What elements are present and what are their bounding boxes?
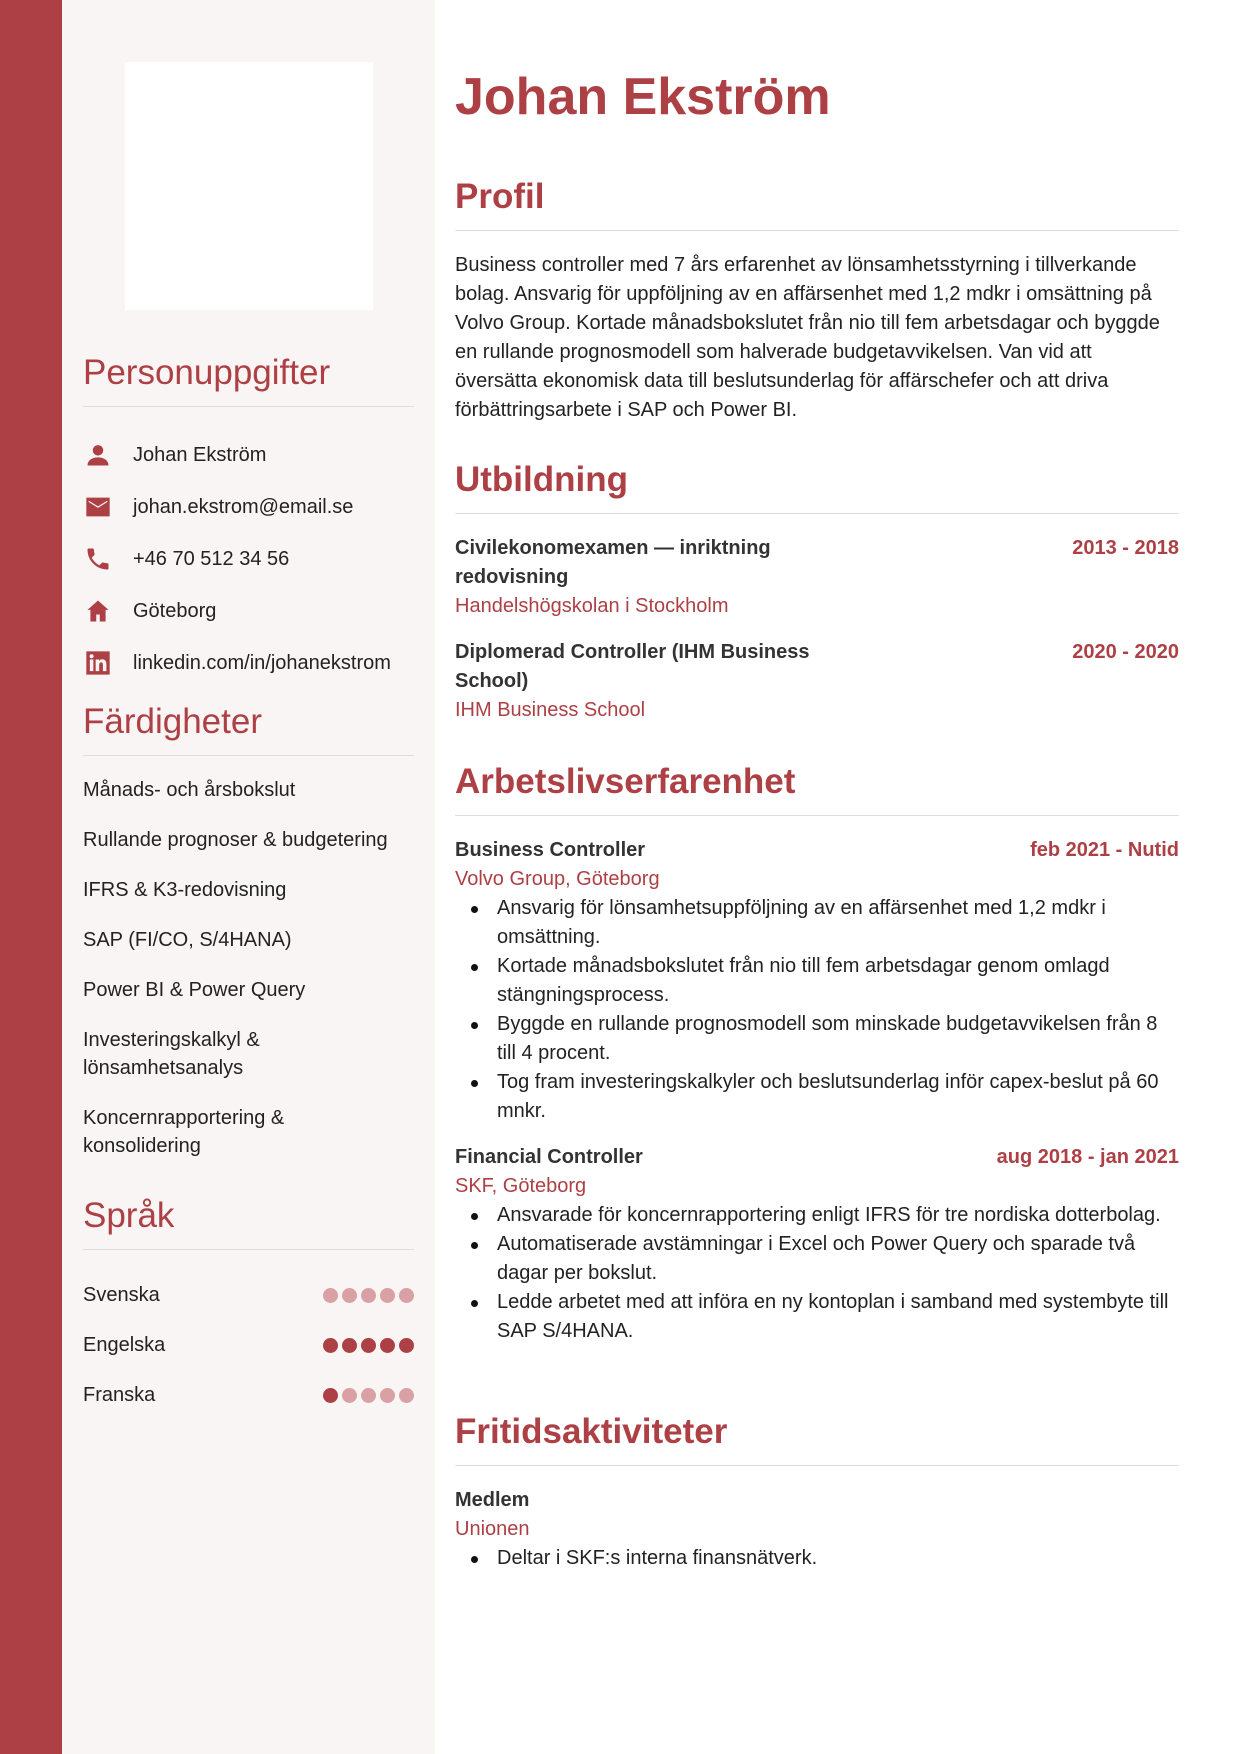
contact-list bbox=[83, 429, 414, 689]
education-school: Handelshögskolan i Stockholm bbox=[455, 595, 729, 617]
level-dot-filled bbox=[323, 1388, 338, 1403]
experience-section bbox=[455, 761, 1179, 1346]
skill-item: SAP (FI/CO, S/4HANA) bbox=[83, 929, 292, 951]
level-dot-empty bbox=[399, 1388, 414, 1403]
contact-row-name bbox=[83, 429, 414, 481]
leisure-title: Fritidsaktiviteter bbox=[455, 1411, 1179, 1466]
language-name: Svenska bbox=[83, 1283, 160, 1306]
level-dot-empty bbox=[361, 1388, 376, 1403]
linkedin-icon bbox=[83, 648, 113, 678]
leisure-role: Medlem bbox=[455, 1489, 530, 1511]
level-dot-empty bbox=[361, 1288, 376, 1303]
level-dot-filled bbox=[342, 1338, 357, 1353]
language-level-dots bbox=[323, 1288, 414, 1303]
leisure-section bbox=[455, 1411, 1179, 1573]
leisure-org: Unionen bbox=[455, 1518, 530, 1540]
job-company: Volvo Group, Göteborg bbox=[455, 868, 660, 890]
languages-title: Språk bbox=[83, 1195, 414, 1250]
bullet-item: Ledde arbetet med att införa en ny kontoplan i samband med systembyte till SAP S/4HANA. bbox=[497, 1288, 1179, 1346]
job-bullets bbox=[455, 894, 1179, 1126]
contact-row-email bbox=[83, 481, 414, 533]
contact-row-phone bbox=[83, 533, 414, 585]
contact-name: Johan Ekström bbox=[133, 443, 267, 466]
email-icon bbox=[83, 492, 113, 522]
personal-info-title: Personuppgifter bbox=[83, 352, 414, 407]
skills-list bbox=[83, 776, 414, 1160]
level-dot-filled bbox=[399, 1338, 414, 1353]
bullet-item: Ansvarade för koncernrapportering enligt IFRS för tre nordiska dotterbolag. bbox=[497, 1201, 1179, 1230]
education-entry bbox=[455, 534, 1179, 621]
level-dot-filled bbox=[361, 1338, 376, 1353]
skill-item: IFRS & K3-redovisning bbox=[83, 879, 287, 901]
education-school: IHM Business School bbox=[455, 699, 646, 721]
education-date: 2020 - 2020 bbox=[1072, 641, 1179, 663]
profile-text: Business controller med 7 års erfarenhet av lönsamhetsstyrning i tillverkande bolag. Ansvarig för uppföljning av en affärsenhet med 1,2 mdkr i omsättning på Volvo Group. Kortade månadsbokslutet från nio till fem arbetsdagar och byggde en rullande prognosmodell som halverade budgetavvikelsen. Van vid att översätta ekonomisk data till beslutsunderlag för affärschefer och att driva förbättringsarbete i SAP och Power BI. bbox=[455, 254, 1160, 421]
leisure-entry bbox=[455, 1486, 1179, 1573]
level-dot-empty bbox=[342, 1388, 357, 1403]
language-level-dots bbox=[323, 1338, 414, 1353]
language-level-dots bbox=[323, 1388, 414, 1403]
contact-location: Göteborg bbox=[133, 599, 217, 622]
job-title: Financial Controller bbox=[455, 1146, 643, 1168]
level-dot-empty bbox=[342, 1288, 357, 1303]
language-name: Franska bbox=[83, 1383, 156, 1406]
education-degree: Diplomerad Controller (IHM Business School) bbox=[455, 641, 810, 692]
accent-bar bbox=[0, 0, 62, 1754]
education-section bbox=[455, 459, 1179, 725]
level-dot-empty bbox=[323, 1288, 338, 1303]
language-row bbox=[83, 1370, 414, 1420]
profile-title: Profil bbox=[455, 176, 1179, 231]
experience-title: Arbetslivserfarenhet bbox=[455, 761, 1179, 816]
contact-row-location bbox=[83, 585, 414, 637]
level-dot-filled bbox=[323, 1338, 338, 1353]
education-date: 2013 - 2018 bbox=[1072, 537, 1179, 559]
skill-item: Månads- och årsbokslut bbox=[83, 779, 296, 801]
skill-item: Koncernrapportering & konsolidering bbox=[83, 1107, 285, 1157]
job-date: aug 2018 - jan 2021 bbox=[996, 1146, 1179, 1168]
education-title: Utbildning bbox=[455, 459, 1179, 514]
languages-section bbox=[83, 1195, 414, 1420]
bullet-item: Automatiserade avstämningar i Excel och Power Query och sparade två dagar per bokslut. bbox=[497, 1230, 1179, 1288]
bullet-item: Deltar i SKF:s interna finansnätverk. bbox=[497, 1544, 1179, 1573]
bullet-item: Tog fram investeringskalkyler och beslutsunderlag inför capex-beslut på 60 mnkr. bbox=[497, 1068, 1179, 1126]
skills-section bbox=[83, 701, 414, 1182]
personal-info-section bbox=[83, 352, 414, 689]
contact-row-linkedin bbox=[83, 637, 414, 689]
skill-item: Power BI & Power Query bbox=[83, 979, 306, 1001]
job-bullets bbox=[455, 1201, 1179, 1346]
language-name: Engelska bbox=[83, 1333, 166, 1356]
level-dot-empty bbox=[380, 1388, 395, 1403]
education-degree: Civilekonomexamen — inriktning redovisning bbox=[455, 537, 771, 588]
skills-title: Färdigheter bbox=[83, 701, 414, 756]
job-date: feb 2021 - Nutid bbox=[1030, 839, 1179, 861]
languages-list bbox=[83, 1270, 414, 1420]
language-row bbox=[83, 1320, 414, 1370]
bullet-item: Kortade månadsbokslutet från nio till fem arbetsdagar genom omlagd stängningsprocess. bbox=[497, 952, 1179, 1010]
level-dot-empty bbox=[399, 1288, 414, 1303]
language-row bbox=[83, 1270, 414, 1320]
candidate-name: Johan Ekström bbox=[455, 68, 831, 126]
level-dot-filled bbox=[380, 1338, 395, 1353]
skill-item: Investeringskalkyl & lönsamhetsanalys bbox=[83, 1029, 260, 1079]
contact-email[interactable]: johan.ekstrom@email.se bbox=[133, 495, 354, 518]
contact-phone[interactable]: +46 70 512 34 56 bbox=[133, 547, 290, 570]
leisure-bullets bbox=[455, 1544, 1179, 1573]
home-icon bbox=[83, 596, 113, 626]
bullet-item: Ansvarig för lönsamhetsuppföljning av en affärsenhet med 1,2 mdkr i omsättning. bbox=[497, 894, 1179, 952]
level-dot-empty bbox=[380, 1288, 395, 1303]
phone-icon bbox=[83, 544, 113, 574]
profile-section bbox=[455, 176, 1179, 425]
experience-entry bbox=[455, 1143, 1179, 1346]
bullet-item: Byggde en rullande prognosmodell som minskade budgetavvikelsen från 8 till 4 procent. bbox=[497, 1010, 1179, 1068]
skill-item: Rullande prognoser & budgetering bbox=[83, 829, 388, 851]
job-title: Business Controller bbox=[455, 839, 646, 861]
profile-photo-placeholder bbox=[125, 62, 373, 310]
experience-entry bbox=[455, 836, 1179, 1126]
education-entry bbox=[455, 638, 1179, 725]
person-icon bbox=[83, 440, 113, 470]
job-company: SKF, Göteborg bbox=[455, 1175, 587, 1197]
contact-linkedin[interactable]: linkedin.com/in/johanekstrom bbox=[133, 651, 391, 674]
